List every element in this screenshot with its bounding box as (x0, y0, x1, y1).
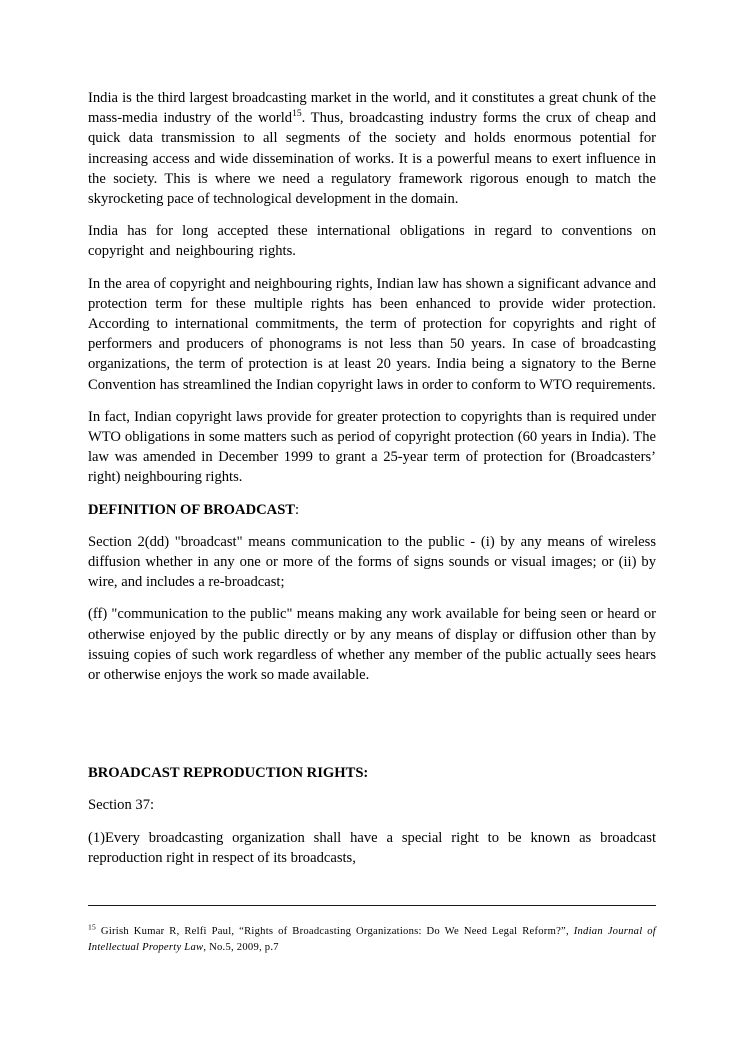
paragraph-protection-term: In the area of copyright and neighbouring rights, Indian law has shown a significant advance and protection term for these multiple rights has been enhanced to provide wider protection. According to international commitments, the term of protection for copyrights and right of performers and producers of phonograms is not less than 50 years. In case of broadcasting organizations, the term of protection is at least 20 years. India being a signatory to the Berne Convention has streamlined the Indian copyright laws in order to conform to WTO requirements. (88, 275, 656, 393)
paragraph-intro (88, 88, 656, 209)
footnote-area (88, 905, 656, 955)
heading-definition-of-broadcast (88, 500, 656, 520)
paragraph-section-2dd: Section 2(dd) "broadcast" means communication to the public - (i) by any means of wireless diffusion whether in any one or more of the forms of signs sounds or visual images; or (ii) by wire, and includes a re-broadcast; (88, 533, 656, 591)
heading-definition-of-broadcast-colon: : (295, 501, 300, 518)
paragraph-section-37: Section 37: (88, 797, 155, 814)
footnote-citation-issue: , No.5, 2009, p.7 (203, 941, 279, 953)
paragraph-section-2ff: (ff) "communication to the public" means making any work available for being seen or heard or otherwise enjoyed by the public directly or by any means of display or diffusion other than by issuing copies of such work regardless of whether any member of the public actually sees hears or otherwise enjoys the work so made available. (88, 606, 656, 684)
heading-broadcast-reproduction-rights (88, 763, 656, 783)
paragraph-wto-comparison: In fact, Indian copyright laws provide for greater protection to copyrights than is required under WTO obligations in some matters such as period of copyright protection (60 years in India). The law was amended in December 1999 to grant a 25-year term of protection for (Broadcasters’ right) neighbouring rights. (88, 408, 656, 486)
heading-definition-of-broadcast-label: DEFINITION OF BROADCAST (88, 501, 296, 518)
footnote-entry (88, 924, 656, 955)
paragraph-obligations: India has for long accepted these international obligations in regard to conventions on copyright and neighbouring rights. (88, 223, 656, 260)
paragraph-intro-text-before-ref: India is the third largest broadcasting market in the world, and it constitutes a great chunk of the mass-media industry of the world (88, 90, 656, 127)
paragraph-intro-text-after-ref: . Thus, broadcasting industry forms the crux of cheap and quick data transmission to all segments of the society and holds enormous potential for increasing access and wide dissemination of works. It is a powerful means to exert influence in the society. This is where we need a regulatory framework rigorous enough to match the skyrocketing pace of technological development in the domain. (88, 110, 656, 208)
heading-broadcast-reproduction-rights-label: BROADCAST REPRODUCTION RIGHTS: (88, 765, 369, 782)
paragraph-section-37-sub1: (1)Every broadcasting organization shall have a special right to be known as broadcast reproduction right in respect of its broadcasts, (88, 829, 656, 866)
footnote-citation-authors-title: Girish Kumar R, Relfi Paul, “Rights of Broadcasting Organizations: Do We Need Legal Reform?”, (96, 926, 574, 937)
footnote-separator-rule (88, 905, 656, 906)
footnote-reference-15: 15 (292, 108, 302, 120)
footnote-citation-journal: Indian Journal of Intellectual Property Law (88, 926, 657, 953)
page-content (88, 88, 656, 880)
section-spacer (88, 697, 656, 763)
footnote-marker-15: 15 (88, 922, 97, 932)
